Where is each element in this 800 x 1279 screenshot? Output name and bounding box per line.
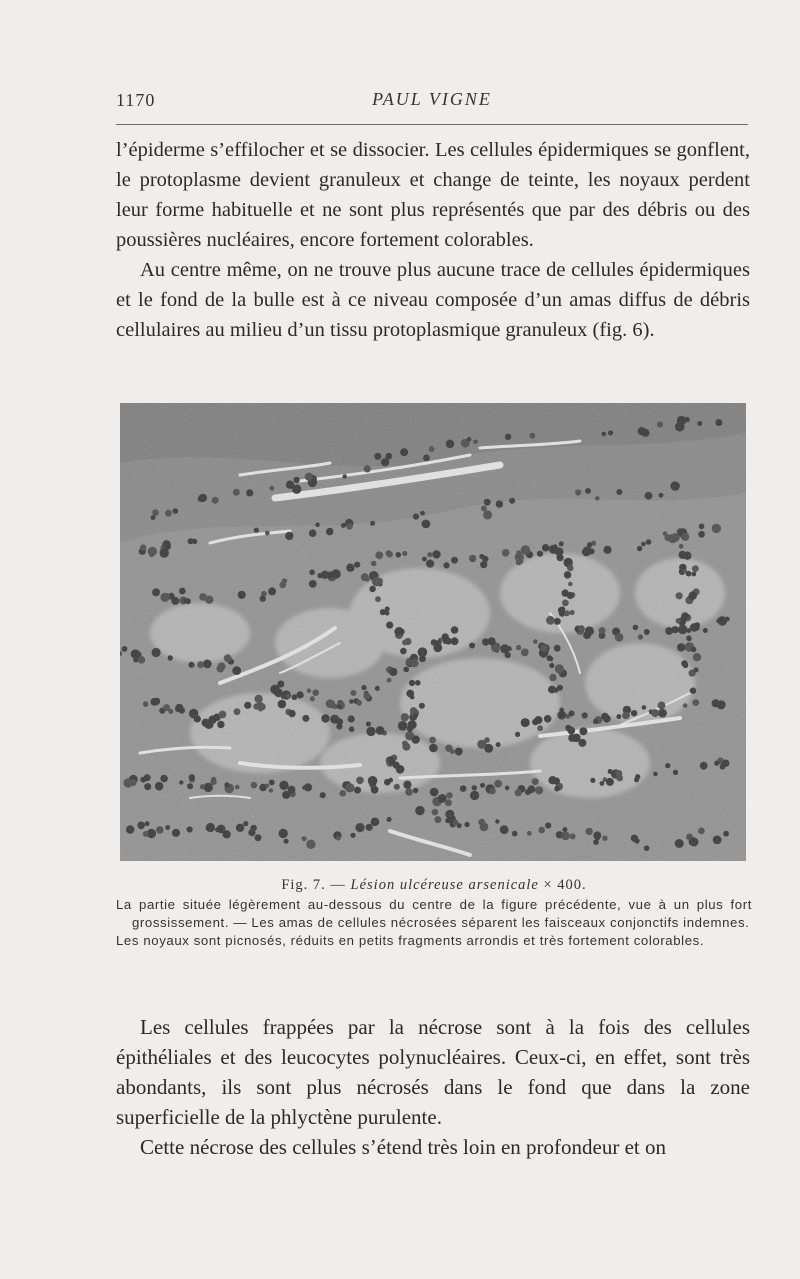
paragraph: Au centre même, on ne trouve plus aucune trace de cellules épidermiques et le fond de la bulle est à ce niveau composée d’un amas diffus de débris cellulaires au milieu d’un tissu protoplasmique granuleux (fig. 6). (116, 259, 750, 341)
paragraph: Cette nécrose des cellules s’étend très loin en profondeur et on (140, 1135, 666, 1159)
figure-caption (116, 876, 752, 950)
micrograph-figure (120, 403, 746, 861)
body-text-bottom (116, 1012, 750, 1162)
running-header (116, 86, 748, 116)
micrograph-image (120, 403, 746, 861)
running-title: PAUL VIGNE (372, 89, 492, 109)
figure-magnification: × 400. (543, 877, 587, 893)
page-number: 1170 (116, 90, 156, 110)
caption-line: La partie située légèrement au-dessous du centre de la figure précédente, vue à un plus fort grossissement. — Les amas de cellules nécrosées séparent les faisceaux conjonctifs indemnes. (116, 897, 752, 930)
paragraph: Les cellules frappées par la nécrose sont à la fois des cellules épithéliales et des leucocytes polynucléaires. Ceux-ci, en effet, sont très abondants, ils sont plus nécrosés dans le fond que dans la zone superficielle de la phlyctène purulente. (116, 1015, 750, 1129)
figure-title: Lésion ulcéreuse arsenicale (350, 877, 539, 893)
caption-line: Les noyaux sont picnosés, réduits en petits fragments arrondis et très fortement colorables. (116, 933, 705, 948)
caption-title (116, 876, 752, 894)
header-rule (116, 124, 748, 125)
body-text-top (116, 135, 750, 345)
paragraph: l’épiderme s’effilocher et se dissocier. Les cellules épidermiques se gonflent, le protoplasme devient granuleux et change de teinte, les noyaux perdent leur forme habituelle et ne sont plus représentés que par des débris ou des poussières nucléaires, encore fortement colorables. (116, 139, 750, 251)
figure-label: Fig. 7. — (281, 877, 346, 893)
